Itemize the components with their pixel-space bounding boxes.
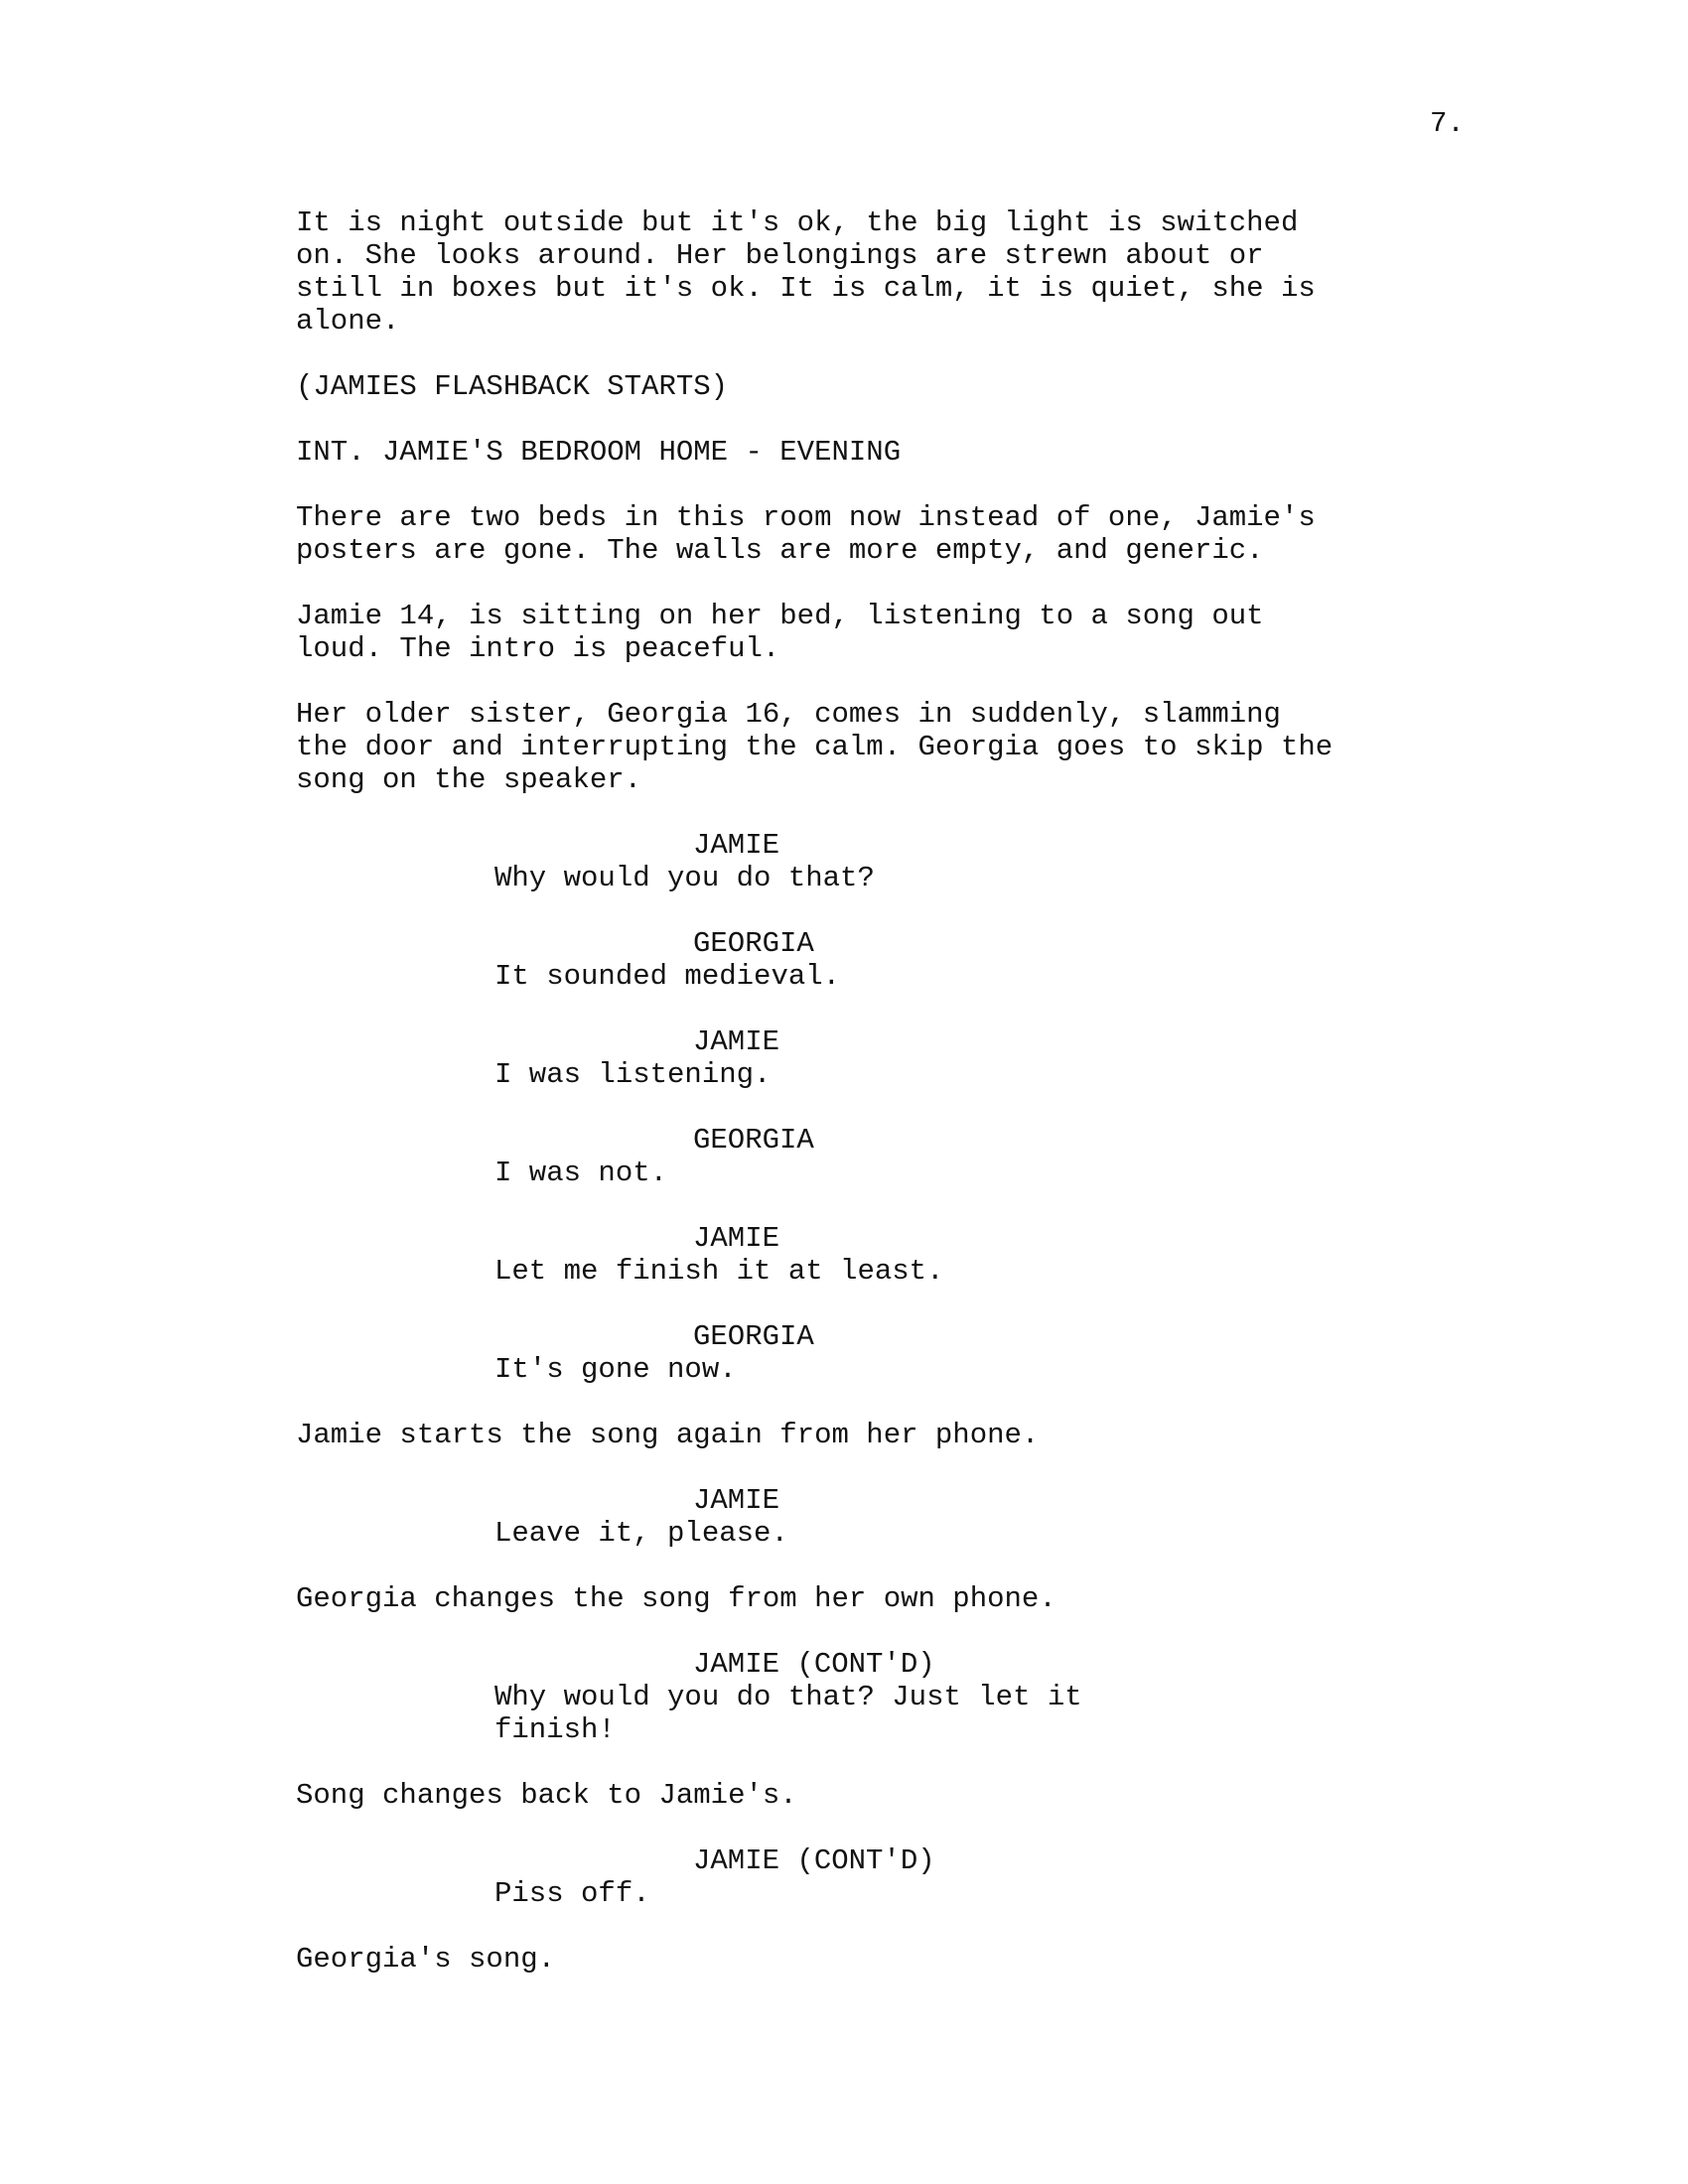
character-cue: JAMIE (CONT'D) bbox=[693, 1844, 935, 1877]
action-line: Jamie 14, is sitting on her bed, listening to a song out loud. The intro is peaceful. bbox=[296, 600, 1264, 665]
dialogue-line: I was listening. bbox=[494, 1058, 772, 1091]
scene-heading: INT. JAMIE'S BEDROOM HOME - EVENING bbox=[296, 436, 902, 469]
dialogue-line: It's gone now. bbox=[494, 1353, 737, 1386]
character-cue: JAMIE bbox=[693, 1222, 780, 1255]
action-line: There are two beds in this room now instead of one, Jamie's posters are gone. The walls are more empty, and generic. bbox=[296, 501, 1316, 567]
dialogue-line: I was not. bbox=[494, 1157, 668, 1189]
character-cue: GEORGIA bbox=[693, 1320, 814, 1353]
action-line: Georgia's song. bbox=[296, 1943, 556, 1976]
action-line: Her older sister, Georgia 16, comes in suddenly, slamming the door and interrupting the calm. Georgia goes to skip the song on the speaker. bbox=[296, 698, 1334, 796]
page-number: 7. bbox=[1430, 107, 1465, 140]
character-cue: GEORGIA bbox=[693, 1124, 814, 1157]
dialogue-line: Let me finish it at least. bbox=[494, 1255, 944, 1288]
character-cue: JAMIE bbox=[693, 1025, 780, 1058]
action-line: Song changes back to Jamie's. bbox=[296, 1779, 797, 1812]
script-body bbox=[296, 206, 1507, 2008]
character-cue: JAMIE bbox=[693, 829, 780, 862]
action-line: Georgia changes the song from her own phone. bbox=[296, 1582, 1056, 1615]
action-line: Jamie starts the song again from her phone. bbox=[296, 1419, 1040, 1451]
dialogue-line: Leave it, please. bbox=[494, 1517, 788, 1550]
character-cue: JAMIE (CONT'D) bbox=[693, 1648, 935, 1681]
dialogue-line: It sounded medieval. bbox=[494, 960, 841, 993]
action-line: It is night outside but it's ok, the big light is switched on. She looks around. Her belongings are strewn about or still in boxes but it's ok. It is calm, it is quiet, she is alone. bbox=[296, 206, 1316, 338]
dialogue-line: Piss off. bbox=[494, 1877, 650, 1910]
character-cue: GEORGIA bbox=[693, 927, 814, 960]
character-cue: JAMIE bbox=[693, 1484, 780, 1517]
dialogue-line: Why would you do that? bbox=[494, 862, 875, 894]
flashback-note: (JAMIES FLASHBACK STARTS) bbox=[296, 370, 729, 403]
dialogue-line: Why would you do that? Just let it finish! bbox=[494, 1681, 1082, 1746]
